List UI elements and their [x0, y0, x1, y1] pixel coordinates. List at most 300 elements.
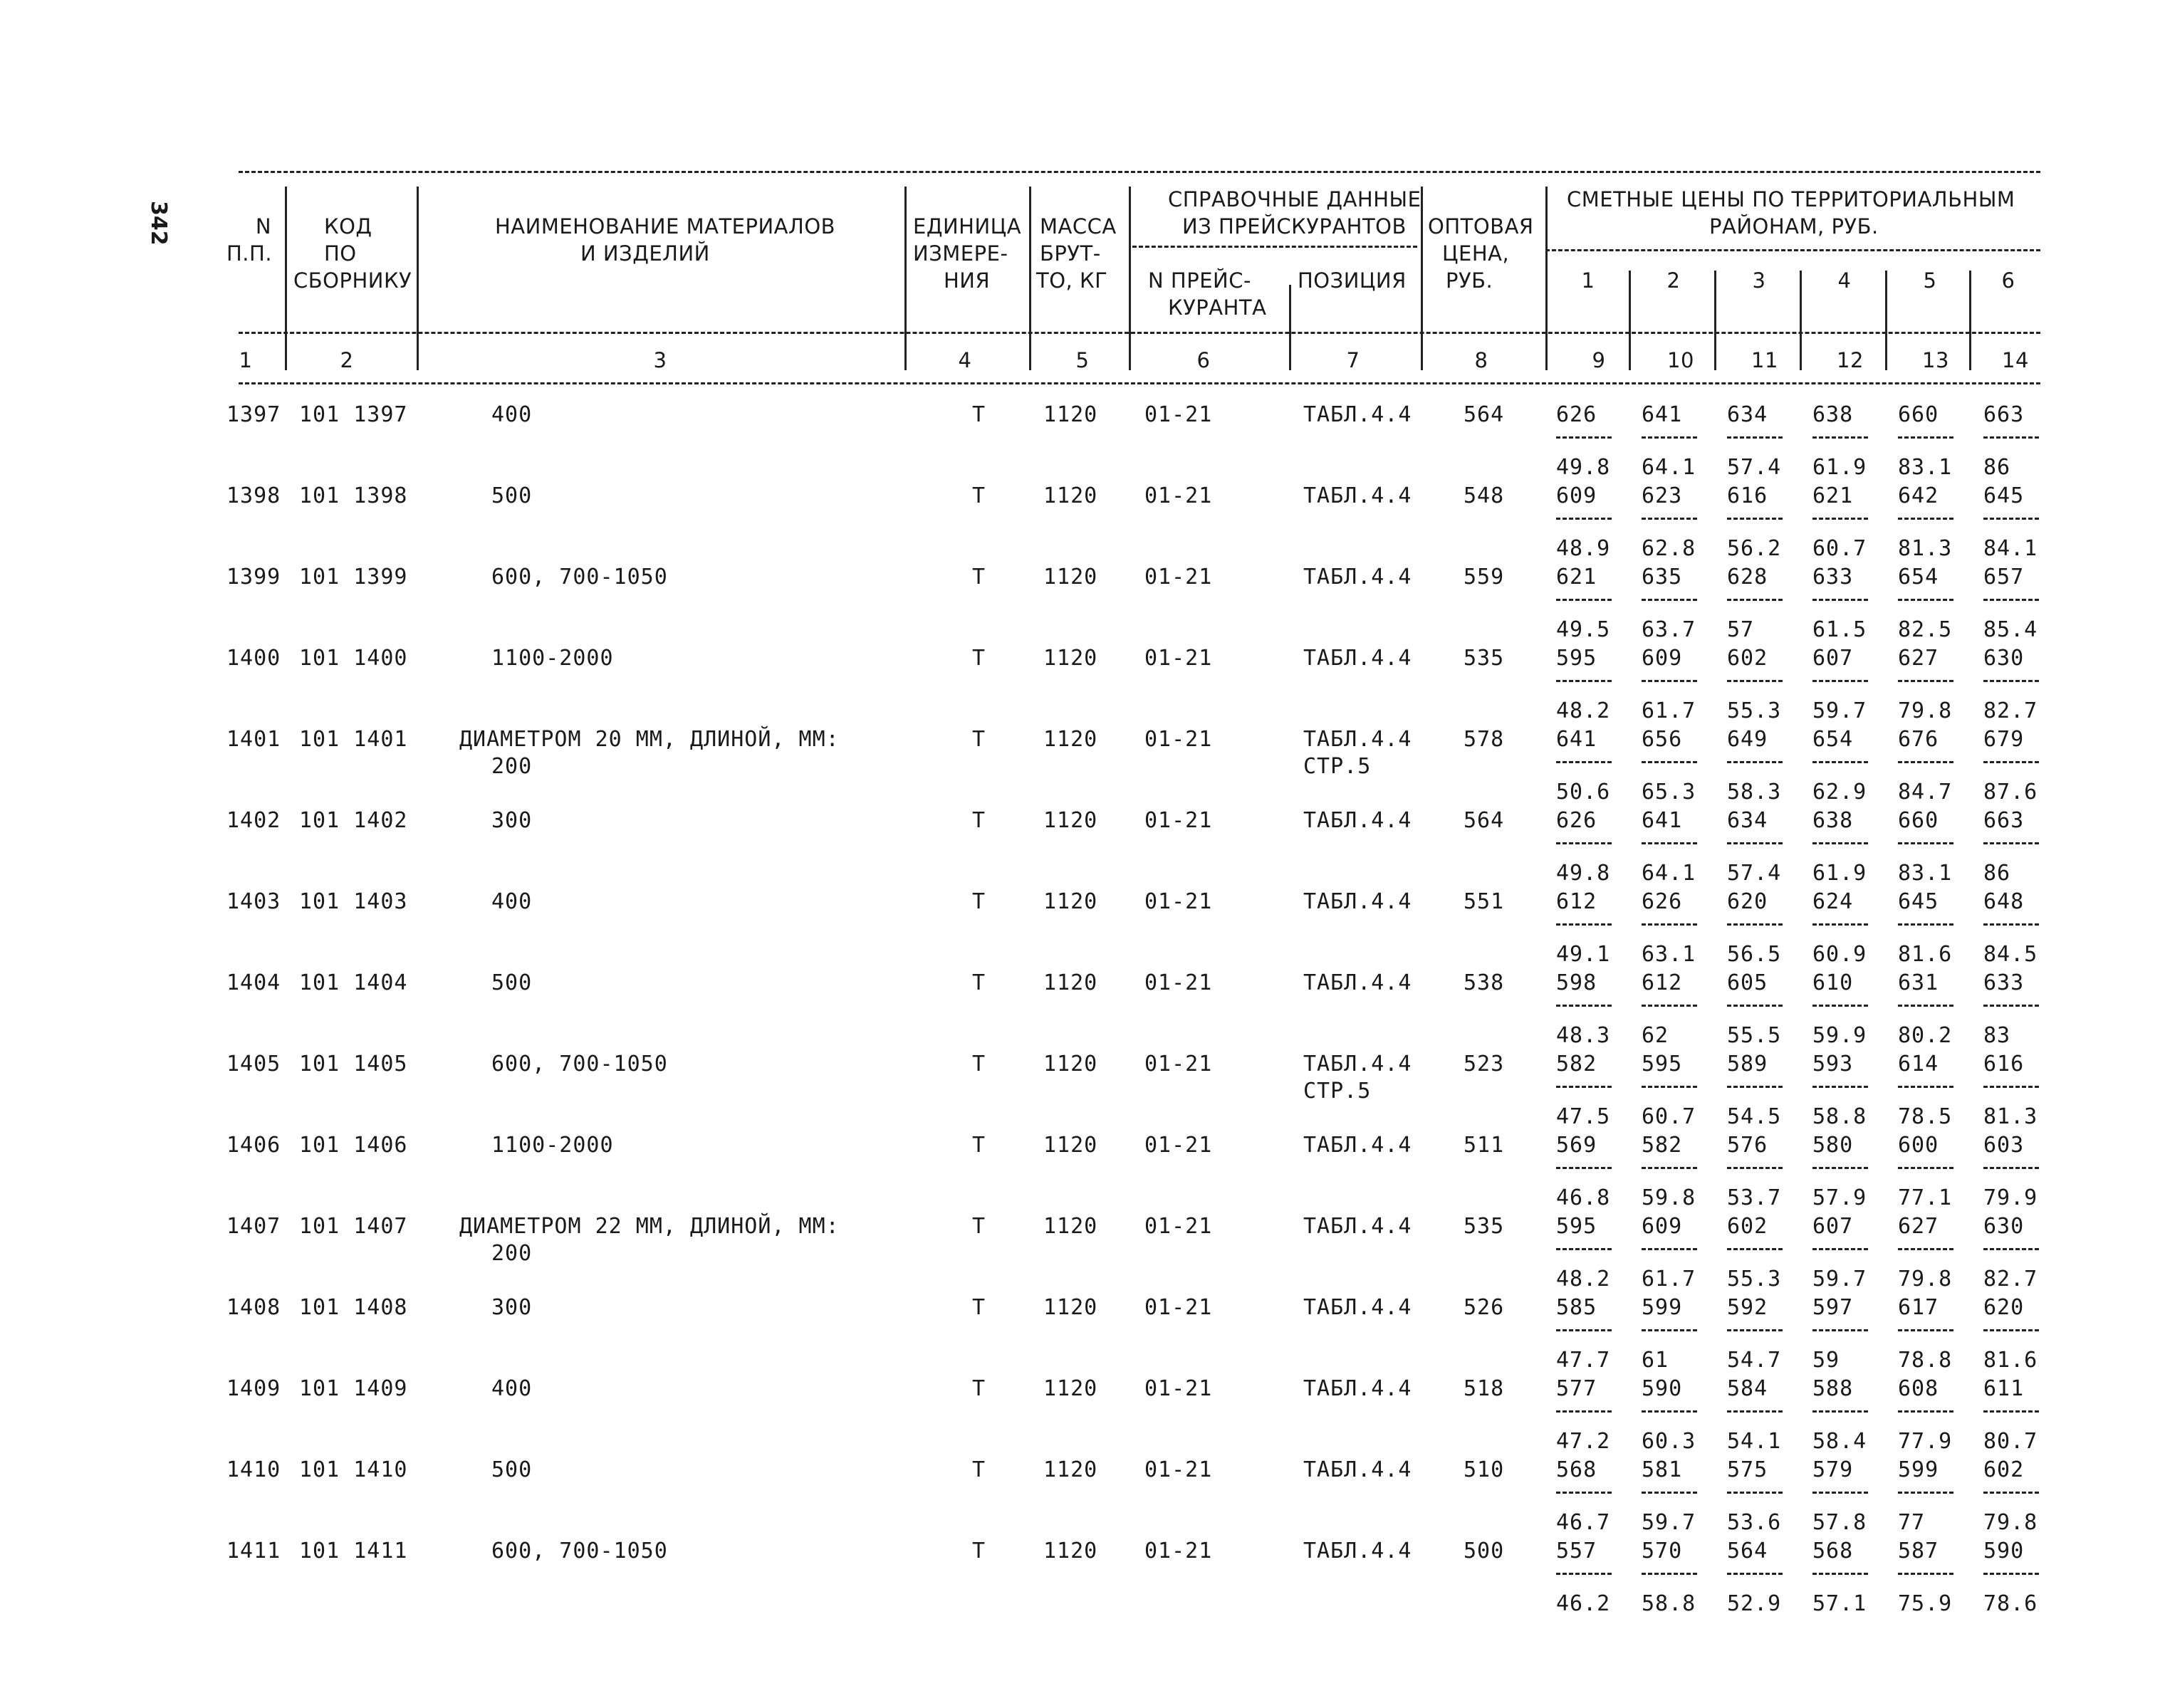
row-pricelist: 01-21 — [1144, 1133, 1213, 1158]
region-price-sub: 46.8 — [1556, 1185, 1611, 1210]
region-price: 588 — [1812, 1376, 1854, 1401]
region-price: 633 — [1812, 565, 1854, 590]
row-position: ТАБЛ.4.4 — [1303, 1214, 1412, 1239]
fraction-line — [1812, 1248, 1868, 1250]
region-price-sub: 61.7 — [1642, 1267, 1696, 1292]
fraction-line — [1642, 1086, 1697, 1088]
row-code: 101 1400 — [299, 646, 408, 671]
fraction-line — [1983, 436, 2039, 439]
region-price: 564 — [1727, 1539, 1768, 1563]
region-price: 568 — [1812, 1539, 1854, 1563]
row-mass: 1120 — [1043, 1457, 1098, 1482]
row-number: 1399 — [226, 565, 281, 590]
header-wholesale: РУБ. — [1446, 268, 1493, 293]
fraction-line — [1983, 1248, 2039, 1250]
header-name: НАИМЕНОВАНИЕ МАТЕРИАЛОВ — [495, 214, 836, 239]
fraction-line — [1556, 1329, 1612, 1331]
region-price-sub: 57 — [1727, 617, 1755, 642]
region-price: 582 — [1556, 1052, 1597, 1076]
fraction-line — [1898, 1167, 1953, 1169]
region-price-sub: 86 — [1983, 861, 2011, 886]
fraction-line — [1983, 1005, 2039, 1007]
fraction-line — [1983, 1492, 2039, 1494]
fraction-line — [1727, 599, 1783, 601]
region-price-sub: 49.5 — [1556, 617, 1611, 642]
region-sub-rule — [1545, 249, 2040, 251]
fraction-line — [1898, 1248, 1953, 1250]
row-wholesale-price: 564 — [1464, 808, 1505, 833]
column-number: 6 — [1196, 348, 1211, 372]
row-position: ТАБЛ.4.4 — [1303, 889, 1412, 914]
region-price: 595 — [1556, 1214, 1597, 1239]
region-price: 660 — [1898, 402, 1939, 427]
region-price-sub: 82.5 — [1898, 617, 1953, 642]
row-code: 101 1407 — [299, 1214, 408, 1239]
row-position: ТАБЛ.4.4 — [1303, 1376, 1412, 1401]
column-separator — [1029, 187, 1031, 370]
row-mass: 1120 — [1043, 1052, 1098, 1076]
region-price: 654 — [1812, 727, 1854, 752]
region-price-sub: 59.9 — [1812, 1023, 1867, 1048]
region-price: 599 — [1642, 1295, 1683, 1320]
row-position: СТР.5 — [1303, 754, 1372, 779]
row-code: 101 1398 — [299, 483, 408, 508]
region-price-sub: 63.7 — [1642, 617, 1696, 642]
region-price-sub: 77.9 — [1898, 1429, 1953, 1454]
fraction-line — [1727, 680, 1783, 682]
region-price-sub: 59.7 — [1812, 698, 1867, 723]
row-unit: Т — [972, 1295, 986, 1320]
row-number: 1404 — [226, 970, 281, 995]
row-unit: Т — [972, 1052, 986, 1076]
fraction-line — [1556, 436, 1612, 439]
region-price: 657 — [1983, 565, 2025, 590]
header-name: И ИЗДЕЛИЙ — [580, 241, 710, 266]
region-price-sub: 56.2 — [1727, 536, 1782, 561]
region-price-sub: 79.8 — [1898, 698, 1953, 723]
region-price: 623 — [1642, 483, 1683, 508]
region-price: 621 — [1812, 483, 1854, 508]
header-num: N — [255, 214, 272, 239]
region-price: 645 — [1983, 483, 2025, 508]
region-price: 626 — [1556, 808, 1597, 833]
region-price: 634 — [1727, 402, 1768, 427]
region-price: 626 — [1556, 402, 1597, 427]
header-region-number: 1 — [1581, 268, 1595, 293]
region-price-sub: 78.5 — [1898, 1104, 1953, 1129]
region-price-sub: 61.5 — [1812, 617, 1867, 642]
row-pricelist: 01-21 — [1144, 889, 1213, 914]
row-unit: Т — [972, 808, 986, 833]
row-wholesale-price: 548 — [1464, 483, 1505, 508]
region-price: 621 — [1556, 565, 1597, 590]
row-name: 500 — [491, 970, 533, 995]
fraction-line — [1898, 599, 1953, 601]
region-price-sub: 83.1 — [1898, 861, 1953, 886]
fraction-line — [1556, 1410, 1612, 1413]
fraction-line — [1556, 518, 1612, 520]
row-mass: 1120 — [1043, 889, 1098, 914]
row-mass: 1120 — [1043, 727, 1098, 752]
fraction-line — [1727, 1167, 1783, 1169]
header-mid-rule — [239, 332, 2040, 334]
row-number: 1402 — [226, 808, 281, 833]
fraction-line — [1983, 518, 2039, 520]
row-name: 200 — [491, 1241, 533, 1266]
region-price: 590 — [1642, 1376, 1683, 1401]
region-price: 608 — [1898, 1376, 1939, 1401]
column-separator — [1629, 271, 1631, 370]
row-position: СТР.5 — [1303, 1079, 1372, 1104]
row-name: 300 — [491, 808, 533, 833]
row-wholesale-price: 578 — [1464, 727, 1505, 752]
region-price: 649 — [1727, 727, 1768, 752]
region-price: 602 — [1983, 1457, 2025, 1482]
row-pricelist: 01-21 — [1144, 1052, 1213, 1076]
column-separator — [285, 187, 287, 370]
fraction-line — [1556, 680, 1612, 682]
row-unit: Т — [972, 565, 986, 590]
row-position: ТАБЛ.4.4 — [1303, 1295, 1412, 1320]
region-price-sub: 81.6 — [1898, 942, 1953, 967]
region-price: 645 — [1898, 889, 1939, 914]
fraction-line — [1983, 761, 2039, 763]
fraction-line — [1556, 599, 1612, 601]
region-price-sub: 82.7 — [1983, 1267, 2038, 1292]
fraction-line — [1556, 1573, 1612, 1575]
fraction-line — [1727, 436, 1783, 439]
region-price: 663 — [1983, 808, 2025, 833]
row-wholesale-price: 559 — [1464, 565, 1505, 590]
region-price-sub: 59.7 — [1642, 1510, 1696, 1535]
region-price: 592 — [1727, 1295, 1768, 1320]
region-price: 557 — [1556, 1539, 1597, 1563]
region-price-sub: 59.7 — [1812, 1267, 1867, 1292]
column-number: 9 — [1592, 348, 1606, 372]
column-number: 14 — [2002, 348, 2029, 372]
region-price-sub: 48.3 — [1556, 1023, 1611, 1048]
fraction-line — [1556, 1167, 1612, 1169]
column-number: 4 — [958, 348, 972, 372]
region-price-sub: 80.2 — [1898, 1023, 1953, 1048]
header-region-number: 5 — [1923, 268, 1937, 293]
region-price: 589 — [1727, 1052, 1768, 1076]
region-price-sub: 84.7 — [1898, 780, 1953, 805]
row-wholesale-price: 510 — [1464, 1457, 1505, 1482]
row-code: 101 1409 — [299, 1376, 408, 1401]
region-price: 585 — [1556, 1295, 1597, 1320]
region-price-sub: 78.6 — [1983, 1591, 2038, 1616]
header-unit: ЕДИНИЦА — [913, 214, 1022, 239]
region-price-sub: 60.3 — [1642, 1429, 1696, 1454]
region-price: 584 — [1727, 1376, 1768, 1401]
region-price: 676 — [1898, 727, 1939, 752]
row-position: ТАБЛ.4.4 — [1303, 1133, 1412, 1158]
region-price-sub: 60.7 — [1812, 536, 1867, 561]
region-price-sub: 47.7 — [1556, 1348, 1611, 1373]
fraction-line — [1727, 761, 1783, 763]
region-price: 580 — [1812, 1133, 1854, 1158]
region-price-sub: 57.4 — [1727, 861, 1782, 886]
row-code: 101 1406 — [299, 1133, 408, 1158]
row-name: 600, 700-1050 — [491, 565, 668, 590]
fraction-line — [1642, 680, 1697, 682]
region-price: 607 — [1812, 646, 1854, 671]
header-region-number: 2 — [1666, 268, 1681, 293]
fraction-line — [1727, 842, 1783, 844]
region-price: 634 — [1727, 808, 1768, 833]
fraction-line — [1898, 436, 1953, 439]
region-price-sub: 61.9 — [1812, 861, 1867, 886]
row-mass: 1120 — [1043, 970, 1098, 995]
region-price: 612 — [1556, 889, 1597, 914]
row-position: ТАБЛ.4.4 — [1303, 808, 1412, 833]
row-position: ТАБЛ.4.4 — [1303, 1539, 1412, 1563]
column-separator — [1545, 187, 1548, 370]
region-price-sub: 54.7 — [1727, 1348, 1782, 1373]
region-price: 630 — [1983, 646, 2025, 671]
region-price: 603 — [1983, 1133, 2025, 1158]
fraction-line — [1642, 1329, 1697, 1331]
region-price: 569 — [1556, 1133, 1597, 1158]
region-price: 627 — [1898, 1214, 1939, 1239]
row-name: 1100-2000 — [491, 1133, 614, 1158]
fraction-line — [1642, 1248, 1697, 1250]
fraction-line — [1898, 1005, 1953, 1007]
page-number: 342 — [146, 201, 171, 246]
region-price-sub: 56.5 — [1727, 942, 1782, 967]
fraction-line — [1642, 599, 1697, 601]
region-price-sub: 83 — [1983, 1023, 2011, 1048]
header-mass: БРУТ- — [1040, 241, 1101, 266]
region-price-sub: 84.5 — [1983, 942, 2038, 967]
column-separator — [417, 187, 419, 370]
row-wholesale-price: 535 — [1464, 646, 1505, 671]
row-pricelist: 01-21 — [1144, 1214, 1213, 1239]
row-mass: 1120 — [1043, 1376, 1098, 1401]
region-price-sub: 77.1 — [1898, 1185, 1953, 1210]
region-price: 581 — [1642, 1457, 1683, 1482]
fraction-line — [1898, 1573, 1953, 1575]
region-price: 660 — [1898, 808, 1939, 833]
row-wholesale-price: 518 — [1464, 1376, 1505, 1401]
region-price-sub: 55.5 — [1727, 1023, 1782, 1048]
row-mass: 1120 — [1043, 1214, 1098, 1239]
header-unit: НИЯ — [944, 268, 991, 293]
column-separator — [1421, 187, 1423, 370]
fraction-line — [1812, 1005, 1868, 1007]
row-name: ДИАМЕТРОМ 22 ММ, ДЛИНОЙ, ММ: — [459, 1214, 840, 1239]
region-price: 641 — [1556, 727, 1597, 752]
fraction-line — [1898, 842, 1953, 844]
fraction-line — [1642, 1410, 1697, 1413]
region-price-sub: 78.8 — [1898, 1348, 1953, 1373]
row-name: 200 — [491, 754, 533, 779]
region-price-sub: 77 — [1898, 1510, 1926, 1535]
row-number: 1409 — [226, 1376, 281, 1401]
row-code: 101 1399 — [299, 565, 408, 590]
header-wholesale: ЦЕНА, — [1442, 241, 1510, 266]
row-unit: Т — [972, 646, 986, 671]
fraction-line — [1812, 518, 1868, 520]
region-price: 631 — [1898, 970, 1939, 995]
column-number: 1 — [239, 348, 253, 372]
header-regions-title: РАЙОНАМ, РУБ. — [1709, 214, 1879, 239]
region-price: 570 — [1642, 1539, 1683, 1563]
region-price: 595 — [1642, 1052, 1683, 1076]
region-price-sub: 79.9 — [1983, 1185, 2038, 1210]
row-wholesale-price: 511 — [1464, 1133, 1505, 1158]
region-price-sub: 47.5 — [1556, 1104, 1611, 1129]
region-price-sub: 58.8 — [1812, 1104, 1867, 1129]
fraction-line — [1727, 923, 1783, 926]
row-code: 101 1410 — [299, 1457, 408, 1482]
region-price-sub: 59 — [1812, 1348, 1840, 1373]
row-mass: 1120 — [1043, 1295, 1098, 1320]
fraction-line — [1556, 1492, 1612, 1494]
region-price-sub: 85.4 — [1983, 617, 2038, 642]
fraction-line — [1727, 1086, 1783, 1088]
fraction-line — [1812, 923, 1868, 926]
region-price: 641 — [1642, 402, 1683, 427]
fraction-line — [1983, 680, 2039, 682]
row-mass: 1120 — [1043, 483, 1098, 508]
header-mass: ТО, КГ — [1036, 268, 1108, 293]
fraction-line — [1812, 1086, 1868, 1088]
column-separator — [1714, 271, 1716, 370]
row-mass: 1120 — [1043, 646, 1098, 671]
row-code: 101 1397 — [299, 402, 408, 427]
region-price-sub: 86 — [1983, 455, 2011, 480]
row-code: 101 1411 — [299, 1539, 408, 1563]
fraction-line — [1812, 1329, 1868, 1331]
header-code: СБОРНИКУ — [293, 268, 412, 293]
row-position: ТАБЛ.4.4 — [1303, 1457, 1412, 1482]
fraction-line — [1812, 1167, 1868, 1169]
fraction-line — [1898, 518, 1953, 520]
row-number: 1405 — [226, 1052, 281, 1076]
row-unit: Т — [972, 402, 986, 427]
fraction-line — [1898, 761, 1953, 763]
column-number: 8 — [1474, 348, 1488, 372]
row-name: 400 — [491, 889, 533, 914]
row-code: 101 1404 — [299, 970, 408, 995]
row-unit: Т — [972, 1214, 986, 1239]
row-mass: 1120 — [1043, 1539, 1098, 1563]
row-name: ДИАМЕТРОМ 20 ММ, ДЛИНОЙ, ММ: — [459, 727, 840, 752]
region-price: 616 — [1983, 1052, 2025, 1076]
row-unit: Т — [972, 889, 986, 914]
row-number: 1398 — [226, 483, 281, 508]
region-price-sub: 60.7 — [1642, 1104, 1696, 1129]
fraction-line — [1727, 1005, 1783, 1007]
region-price-sub: 49.1 — [1556, 942, 1611, 967]
header-top-rule — [239, 171, 2040, 173]
fraction-line — [1898, 1329, 1953, 1331]
region-price: 597 — [1812, 1295, 1854, 1320]
region-price-sub: 57.4 — [1727, 455, 1782, 480]
region-price-sub: 54.5 — [1727, 1104, 1782, 1129]
region-price: 642 — [1898, 483, 1939, 508]
header-bottom-rule — [239, 382, 2040, 384]
region-price-sub: 81.3 — [1983, 1104, 2038, 1129]
fraction-line — [1642, 1573, 1697, 1575]
row-pricelist: 01-21 — [1144, 808, 1213, 833]
row-pricelist: 01-21 — [1144, 1295, 1213, 1320]
region-price-sub: 62.9 — [1812, 780, 1867, 805]
fraction-line — [1983, 1410, 2039, 1413]
region-price: 656 — [1642, 727, 1683, 752]
region-price: 576 — [1727, 1133, 1768, 1158]
row-pricelist: 01-21 — [1144, 402, 1213, 427]
row-position: ТАБЛ.4.4 — [1303, 1052, 1412, 1076]
region-price: 602 — [1727, 1214, 1768, 1239]
column-number: 10 — [1667, 348, 1694, 372]
row-position: ТАБЛ.4.4 — [1303, 727, 1412, 752]
region-price-sub: 48.2 — [1556, 1267, 1611, 1292]
region-price: 627 — [1898, 646, 1939, 671]
region-price: 599 — [1898, 1457, 1939, 1482]
region-price: 624 — [1812, 889, 1854, 914]
fraction-line — [1556, 1086, 1612, 1088]
fraction-line — [1556, 761, 1612, 763]
fraction-line — [1642, 1005, 1697, 1007]
row-position: ТАБЛ.4.4 — [1303, 565, 1412, 590]
row-wholesale-price: 564 — [1464, 402, 1505, 427]
region-price-sub: 48.2 — [1556, 698, 1611, 723]
row-position: ТАБЛ.4.4 — [1303, 646, 1412, 671]
region-price-sub: 63.1 — [1642, 942, 1696, 967]
row-wholesale-price: 526 — [1464, 1295, 1505, 1320]
fraction-line — [1727, 1248, 1783, 1250]
header-code: ПО — [324, 241, 357, 266]
row-unit: Т — [972, 1376, 986, 1401]
region-price: 590 — [1983, 1539, 2025, 1563]
region-price-sub: 57.8 — [1812, 1510, 1867, 1535]
header-mass: МАССА — [1040, 214, 1117, 239]
region-price: 648 — [1983, 889, 2025, 914]
row-position: ТАБЛ.4.4 — [1303, 402, 1412, 427]
row-code: 101 1408 — [299, 1295, 408, 1320]
region-price-sub: 82.7 — [1983, 698, 2038, 723]
region-price-sub: 54.1 — [1727, 1429, 1782, 1454]
fraction-line — [1556, 1248, 1612, 1250]
region-price: 638 — [1812, 402, 1854, 427]
column-number: 2 — [340, 348, 354, 372]
column-number: 3 — [653, 348, 667, 372]
row-mass: 1120 — [1043, 1133, 1098, 1158]
fraction-line — [1898, 923, 1953, 926]
fraction-line — [1556, 1005, 1612, 1007]
header-ref-pos: ПОЗИЦИЯ — [1298, 268, 1407, 293]
header-code: КОД — [324, 214, 372, 239]
column-number: 11 — [1751, 348, 1778, 372]
region-price-sub: 58.4 — [1812, 1429, 1867, 1454]
region-price-sub: 61.7 — [1642, 698, 1696, 723]
row-name: 300 — [491, 1295, 533, 1320]
region-price: 617 — [1898, 1295, 1939, 1320]
region-price-sub: 65.3 — [1642, 780, 1696, 805]
fraction-line — [1812, 1573, 1868, 1575]
row-name: 400 — [491, 402, 533, 427]
region-price-sub: 53.7 — [1727, 1185, 1782, 1210]
row-number: 1397 — [226, 402, 281, 427]
region-price-sub: 59.8 — [1642, 1185, 1696, 1210]
header-regions-title: СМЕТНЫЕ ЦЕНЫ ПО ТЕРРИТОРИАЛЬНЫМ — [1567, 187, 2015, 211]
region-price-sub: 49.8 — [1556, 861, 1611, 886]
row-unit: Т — [972, 1539, 986, 1563]
fraction-line — [1727, 1329, 1783, 1331]
